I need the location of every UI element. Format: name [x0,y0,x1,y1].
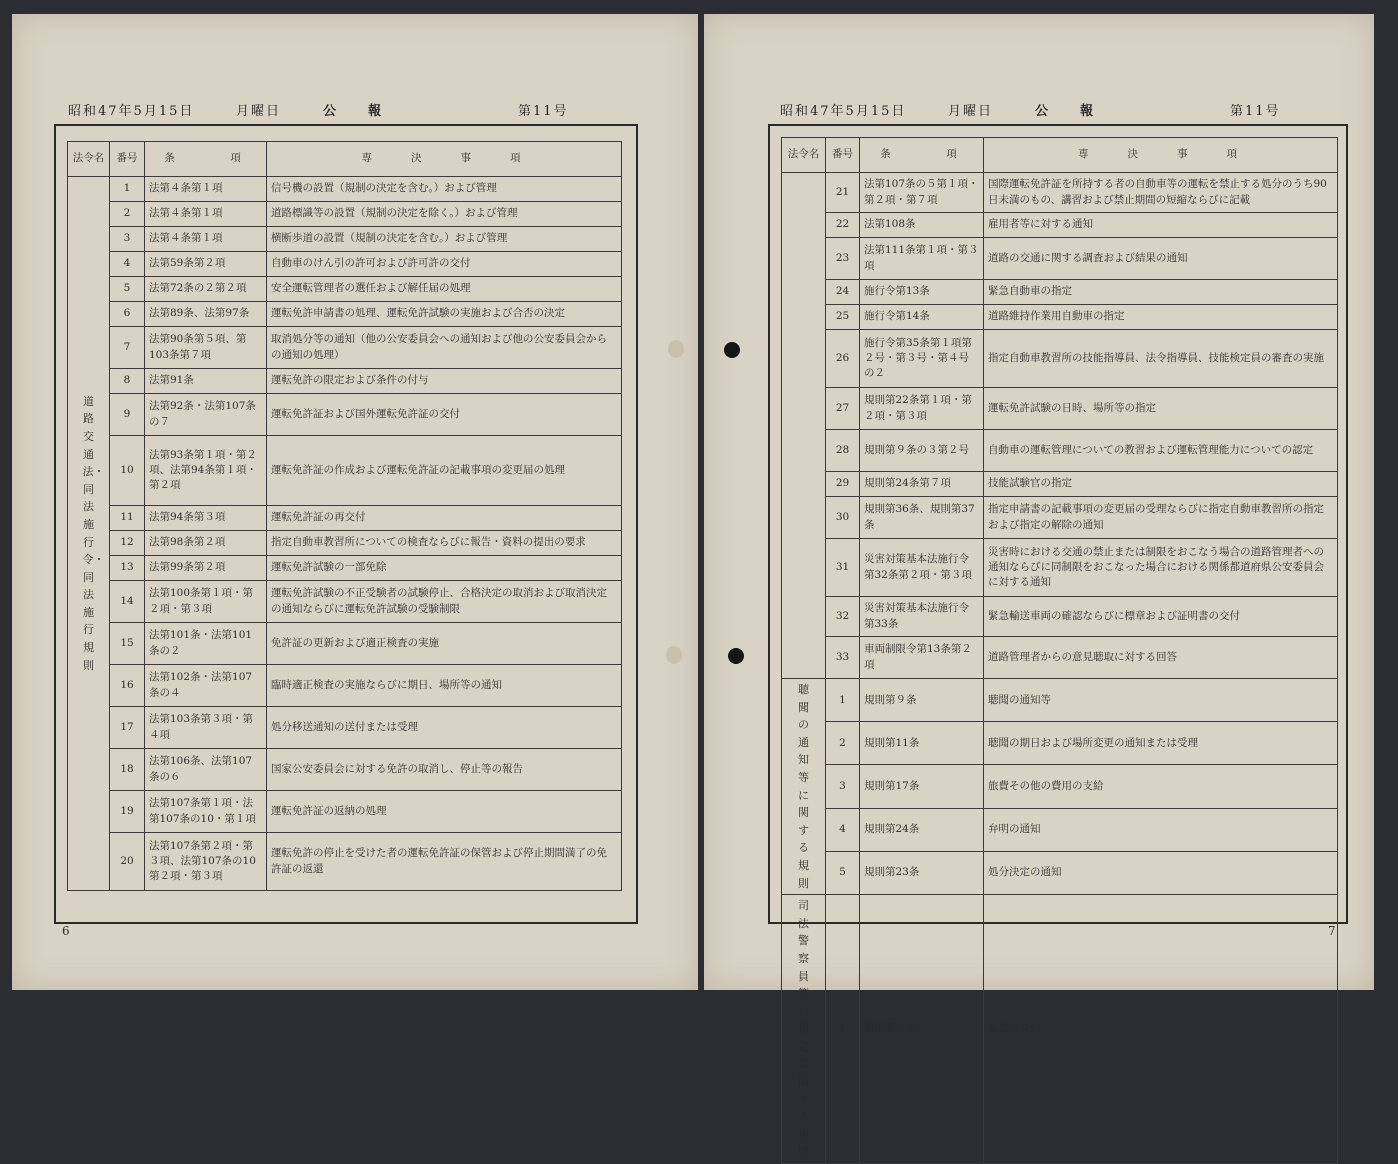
row-number: 14 [110,581,145,623]
law-name-cell [782,895,826,1164]
row-clause: 法第107条第２項・第３項、法第107条の10第２項・第３項 [145,833,267,891]
table-row [782,497,1338,539]
row-number: 9 [110,394,145,436]
row-clause: 法第72条の２第２項 [145,277,267,302]
law-name: 聴聞の通知等に関する規則 [798,683,809,890]
row-matter: 横断歩道の設置（規制の決定を含む。）および管理 [267,227,622,252]
header-weekday: 月曜日 [236,104,282,119]
row-number: 24 [826,280,860,305]
row-number: 17 [110,707,145,749]
row-clause: 施行令第13条 [860,280,984,305]
col-matter: 専 決 事 項 [984,138,1338,173]
row-clause: 法第100条第１項・第２項・第３項 [145,581,267,623]
table-row [782,173,1338,213]
table-row [68,202,622,227]
table-row [68,707,622,749]
row-matter: 国家公安委員会に対する免許の取消し、停止等の報告 [267,749,622,791]
row-number: 27 [826,388,860,430]
row-clause: 法第101条・法第101条の２ [145,623,267,665]
row-matter: 聴聞の期日および場所変更の通知または受理 [984,722,1338,765]
row-matter: 運転免許証の作成および運転免許証の記載事項の変更届の処理 [267,436,622,506]
table-row [68,436,622,506]
row-matter: 取消処分等の通知（他の公安委員会への通知および他の公安委員会からの通知の処理） [267,327,622,369]
row-number: 30 [826,497,860,539]
row-number: 26 [826,330,860,388]
table-row [782,765,1338,808]
table-row [782,722,1338,765]
row-matter: 運転免許試験の一部免除 [267,556,622,581]
col-number: 番号 [110,142,145,177]
row-clause: 規則第９条の３第２号 [860,430,984,472]
law-name: 司法警察員等の指定に関する規則 [798,899,809,1159]
row-clause: 法第106条、法第107条の６ [145,749,267,791]
row-clause: 災害対策基本法施行令第32条第２項・第３項 [860,539,984,597]
table-header-row [782,138,1338,173]
binding-hole [728,648,744,664]
col-number: 番号 [826,138,860,173]
row-clause: 法第111条第１項・第３項 [860,238,984,280]
row-clause: 規則第17条 [860,765,984,808]
row-matter: 指定申請書の記載事項の変更届の受理ならびに指定自動車教習所の指定および指定の解除の通知 [984,497,1338,539]
table-row [68,227,622,252]
row-number: 5 [826,851,860,894]
row-clause: 法第４条第１項 [145,227,267,252]
row-clause: 法第89条、法第97条 [145,302,267,327]
row-number: 10 [110,436,145,506]
table-row [782,330,1338,388]
row-number: 1 [826,895,860,1164]
row-clause: 規則第24条 [860,808,984,851]
row-number: 8 [110,369,145,394]
row-matter: 運転免許証および国外運転免許証の交付 [267,394,622,436]
row-clause: 規則第３条 [860,895,984,1164]
table-header-row [68,142,622,177]
row-number: 12 [110,531,145,556]
row-clause: 法第99条第２項 [145,556,267,581]
table-row [68,581,622,623]
row-matter: 運転免許証の返納の処理 [267,791,622,833]
header-date: 昭和47年5月15日 [68,104,195,119]
page-number: 7 [1328,924,1336,938]
delegation-table [67,141,622,891]
law-name: 道路交通法・同法施行令・同法施行規則 [82,394,105,672]
row-number: 31 [826,539,860,597]
table-row [68,327,622,369]
law-name-cell [68,177,110,891]
row-matter: 災害時における交通の禁止または制限をおこなう場合の道路管理者への通知ならびに同制限をおこなった場合における関係都道府県公安委員会に対する通知 [984,539,1338,597]
row-matter: 国際運転免許証を所持する者の自動車等の運転を禁止する処分のうち90日未満のもの、講習および禁止期間の短縮ならびに記載 [984,173,1338,213]
table-row [782,808,1338,851]
row-matter: 処分移送通知の送付または受理 [267,707,622,749]
row-matter: 運転免許の限定および条件の付与 [267,369,622,394]
row-clause: 規則第23条 [860,851,984,894]
table-row [782,597,1338,637]
col-law: 法令名 [68,142,110,177]
row-matter: 運転免許の停止を受けた者の運転免許証の保管および停止期間満了の免許証の返還 [267,833,622,891]
row-clause: 規則第22条第１項・第２項・第３項 [860,388,984,430]
table-row [782,895,1338,1164]
row-matter: 証票の交付 [984,895,1338,1164]
left-page [12,14,698,990]
row-matter: 指定自動車教習所についての検査ならびに報告・資料の提出の要求 [267,531,622,556]
table-row [782,539,1338,597]
row-matter: 臨時適正検査の実施ならびに期日、場所等の通知 [267,665,622,707]
table-row [68,556,622,581]
row-matter: 運転免許申請書の処理、運転免許試験の実施および合否の決定 [267,302,622,327]
binding-hole [724,342,740,358]
row-number: 28 [826,430,860,472]
table-row [68,369,622,394]
row-matter: 道路の交通に関する調査および結果の通知 [984,238,1338,280]
table-row [68,791,622,833]
table-row [68,623,622,665]
row-matter: 安全運転管理者の選任および解任届の処理 [267,277,622,302]
header-weekday: 月曜日 [948,104,994,119]
row-matter: 弁明の通知 [984,808,1338,851]
row-clause: 規則第36条、規則第37条 [860,497,984,539]
table-row [782,637,1338,679]
row-number: 2 [110,202,145,227]
row-matter: 自動車のけん引の許可および許可許の交付 [267,252,622,277]
table-row [68,531,622,556]
row-clause: 法第98条第２項 [145,531,267,556]
right-page [704,14,1374,1159]
row-clause: 法第91条 [145,369,267,394]
row-number: 2 [826,722,860,765]
delegation-table [781,137,1338,1164]
row-matter: 道路維持作業用自動車の指定 [984,305,1338,330]
row-number: 23 [826,238,860,280]
row-matter: 運転免許試験の日時、場所等の指定 [984,388,1338,430]
header-date: 昭和47年5月15日 [780,104,907,119]
row-number: 21 [826,173,860,213]
law-name-cell [782,679,826,895]
row-matter: 聴聞の通知等 [984,679,1338,722]
row-number: 11 [110,506,145,531]
table-row [68,177,622,202]
row-number: 5 [110,277,145,302]
table-row [782,851,1338,894]
row-clause: 法第59条第２項 [145,252,267,277]
row-matter: 緊急輸送車両の確認ならびに標章および証明書の交付 [984,597,1338,637]
row-number: 1 [110,177,145,202]
table-row [68,833,622,891]
row-clause: 法第93条第１項・第２項、法第94条第１項・第２項 [145,436,267,506]
row-number: 4 [826,808,860,851]
row-clause: 規則第24条第７項 [860,472,984,497]
table-row [782,679,1338,722]
table-row [782,472,1338,497]
row-matter: 雇用者等に対する通知 [984,213,1338,238]
row-number: 22 [826,213,860,238]
row-matter: 旅費その他の費用の支給 [984,765,1338,808]
row-number: 29 [826,472,860,497]
col-clause: 条 項 [145,142,267,177]
row-number: 19 [110,791,145,833]
row-clause: 法第94条第３項 [145,506,267,531]
row-clause: 法第90条第５項、第103条第７項 [145,327,267,369]
row-matter: 信号機の設置（規制の決定を含む。）および管理 [267,177,622,202]
row-number: 18 [110,749,145,791]
row-clause: 法第108条 [860,213,984,238]
row-number: 7 [110,327,145,369]
table-row [782,388,1338,430]
row-number: 25 [826,305,860,330]
header-title: 公 報 [1035,104,1096,119]
header-issue: 第11号 [518,104,569,119]
row-matter: 道路管理者からの意見聴取に対する回答 [984,637,1338,679]
row-matter: 免許証の更新および適正検査の実施 [267,623,622,665]
row-clause: 法第107条第１項・法第107条の10・第１項 [145,791,267,833]
row-number: 3 [110,227,145,252]
header-issue: 第11号 [1230,104,1281,119]
table-row [68,749,622,791]
row-matter: 自動車の運転管理についての教習および運転管理能力についての認定 [984,430,1338,472]
row-number: 4 [110,252,145,277]
law-name-cell [782,173,826,679]
row-clause: 施行令第35条第１項第２号・第３号・第４号の２ [860,330,984,388]
row-number: 33 [826,637,860,679]
table-row [782,430,1338,472]
row-clause: 法第４条第１項 [145,202,267,227]
table-row [68,394,622,436]
table-row [68,506,622,531]
page-number: 6 [62,924,70,938]
row-clause: 車両制限令第13条第２項 [860,637,984,679]
header-title: 公 報 [323,104,384,119]
row-clause: 法第92条・法第107条の７ [145,394,267,436]
row-matter: 指定自動車教習所の技能指導員、法令指導員、技能検定員の審査の実施 [984,330,1338,388]
row-clause: 法第107条の５第１項・第２項・第７項 [860,173,984,213]
row-matter: 道路標識等の設置（規制の決定を除く。）および管理 [267,202,622,227]
row-number: 16 [110,665,145,707]
row-number: 3 [826,765,860,808]
table-row [68,277,622,302]
row-clause: 災害対策基本法施行令第33条 [860,597,984,637]
row-matter: 緊急自動車の指定 [984,280,1338,305]
table-row [68,252,622,277]
table-row [782,238,1338,280]
row-clause: 法第４条第１項 [145,177,267,202]
table-row [68,302,622,327]
table-row [782,305,1338,330]
table-row [68,665,622,707]
row-number: 32 [826,597,860,637]
row-number: 1 [826,679,860,722]
row-number: 6 [110,302,145,327]
row-number: 20 [110,833,145,891]
row-matter: 処分決定の通知 [984,851,1338,894]
table-row [782,213,1338,238]
col-clause: 条 項 [860,138,984,173]
col-law: 法令名 [782,138,826,173]
binding-hole [668,340,684,358]
row-number: 15 [110,623,145,665]
row-clause: 規則第11条 [860,722,984,765]
row-number: 13 [110,556,145,581]
row-clause: 法第102条・法第107条の４ [145,665,267,707]
row-clause: 規則第９条 [860,679,984,722]
row-clause: 施行令第14条 [860,305,984,330]
row-matter: 運転免許試験の不正受験者の試験停止、合格決定の取消および取消決定の通知ならびに運転免許試験の受験制限 [267,581,622,623]
table-row [782,280,1338,305]
row-matter: 技能試験官の指定 [984,472,1338,497]
col-matter: 専 決 事 項 [267,142,622,177]
row-matter: 運転免許証の再交付 [267,506,622,531]
binding-hole [666,646,682,664]
row-clause: 法第103条第３項・第４項 [145,707,267,749]
